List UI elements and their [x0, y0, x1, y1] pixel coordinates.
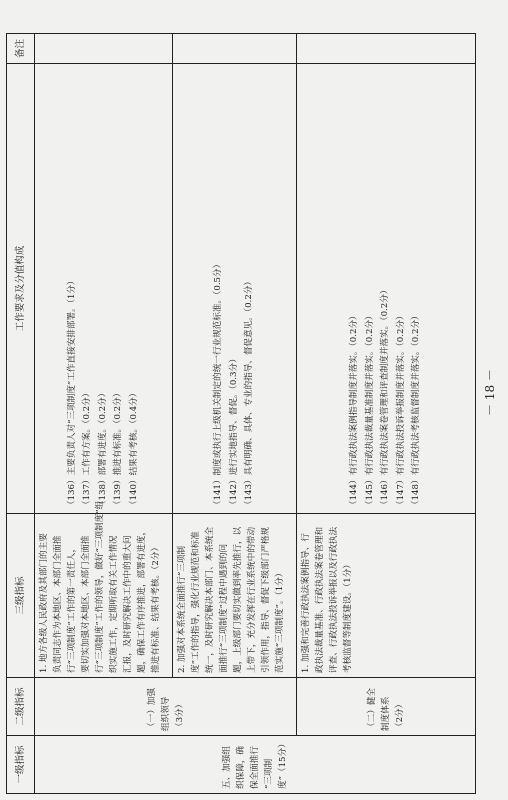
level3-line: 统一，及时研究解决本部门、本系统全 [205, 526, 215, 673]
requirements-cell [35, 64, 173, 514]
level3-line: 织实施工作，定期听取有关工作情况 [109, 535, 119, 673]
indicator-table [6, 33, 476, 794]
level3-cell [173, 514, 297, 678]
level1-line: 织保障，确 [236, 746, 246, 789]
header-remarks: 备注 [7, 34, 35, 64]
requirement-item: （148）有行政执法考核监督制度并落实。（0.2分） [411, 311, 422, 509]
header-row [7, 34, 35, 794]
level1-line: “三项制 [264, 758, 274, 789]
level1-line: 保全面推行 [250, 746, 260, 789]
rotated-table-wrapper [6, 34, 476, 794]
requirements-cell [173, 64, 297, 514]
level3-line: 面推行“三项制度”过程中遇到的问 [219, 543, 229, 673]
requirement-item: （143）具有明确、具体、专业的指导、督促意见。（0.2分） [244, 276, 255, 509]
remarks-cell [35, 34, 173, 64]
level3-line: 行“三项制度”工作的领导，做好“三项制度”组 [95, 500, 105, 673]
header-requirements: 工作要求及分值构成 [7, 64, 35, 514]
header-level1: 一级指标 [7, 736, 35, 794]
level2-line: 制度体系 [381, 696, 391, 731]
requirements-cell [297, 64, 476, 514]
level2-line: （3分） [174, 699, 185, 731]
level3-line: 1. 加强和完善行政执法案例指导、行 [301, 533, 311, 673]
requirement-item: （139）推进有标准。（0.2分） [113, 388, 124, 509]
level3-line: 题，确保工作有序推进，部署有进度， [137, 526, 147, 673]
level3-line: 题，上级部门要切实做到率先推行，以 [233, 526, 243, 673]
level3-line: 上带下，充分发挥在行业系统中的带动 [247, 526, 257, 673]
level2-cell-leadership [35, 678, 297, 736]
level3-line: 汇报，及时研究解决工作中的重大问 [123, 535, 133, 673]
remarks-cell [173, 34, 297, 64]
level3-line: 引领作用，指导、督促下级部门严格规 [261, 526, 271, 673]
requirement-item: （141）制度或执行上级机关制定的统一行业规范标准。（0.5分） [213, 259, 224, 509]
table-row [35, 34, 173, 794]
requirement-item: （147）有行政执法投诉举报制度并落实。（0.2分） [395, 311, 406, 509]
level2-line: 组织领导 [160, 696, 171, 731]
level2-cell-system [297, 678, 476, 736]
requirement-item: （138）部署有进度。（0.2分） [97, 388, 108, 509]
level3-line: 行“三项制度”工作的第一责任人， [67, 543, 77, 673]
level3-line: 1. 地方各级人民政府及其部门的主要 [39, 533, 49, 673]
level1-line: 度”（15分） [278, 739, 288, 789]
level2-line: （一）加强 [146, 688, 157, 731]
remarks-cell [297, 34, 476, 64]
level3-line: 评查、行政执法投诉举报以及行政执法 [329, 526, 339, 673]
level3-line: 范实施“三项制度”。（1分） [275, 568, 285, 673]
requirement-item: （137）工作有方案。（0.2分） [82, 388, 93, 509]
level2-line: （二）健全 [367, 688, 377, 731]
requirement-item: （136）主要负责人对“三项制度”工作直接安排部署。（1分） [66, 276, 77, 509]
requirement-item: （146）有行政执法案卷管理和评查制度并落实。（0.2分） [380, 285, 391, 509]
requirement-item: （140）结果有考核。（0.4分） [128, 388, 139, 509]
requirement-item: （144）有行政执法案例指导制度并落实。（0.2分） [349, 311, 360, 509]
level1-cell [35, 736, 476, 794]
level3-line: 考核监督等制度建设。（1分） [343, 560, 353, 673]
level3-cell [297, 514, 476, 678]
level1-line: 五、加强组 [222, 746, 232, 789]
level2-line: （2分） [395, 699, 405, 731]
table-row [297, 34, 476, 794]
level3-line: 推进有标准、结果有考核。（2分） [151, 542, 161, 673]
requirement-item: （145）有行政执法裁量基准制度并落实。（0.2分） [364, 311, 375, 509]
level3-line: 度”工作的指导，强化行业规范和标准 [191, 531, 201, 673]
level3-line: 政执法裁量基准、行政执法案卷管理和 [315, 526, 325, 673]
header-level2: 二级指标 [7, 678, 35, 736]
requirement-item: （142）进行实地指导、督促。（0.3分） [228, 354, 239, 509]
level3-line: 负责同志作为本地区、本部门全面推 [53, 535, 63, 673]
header-level3: 三级指标 [7, 514, 35, 678]
level3-line: 2. 加强对本系统全面推行“三项制 [177, 545, 187, 673]
level3-line: 要切实加强对本地区、本部门全面推 [81, 535, 91, 673]
page-number: － 18 － [482, 369, 497, 416]
level3-cell [35, 500, 173, 678]
